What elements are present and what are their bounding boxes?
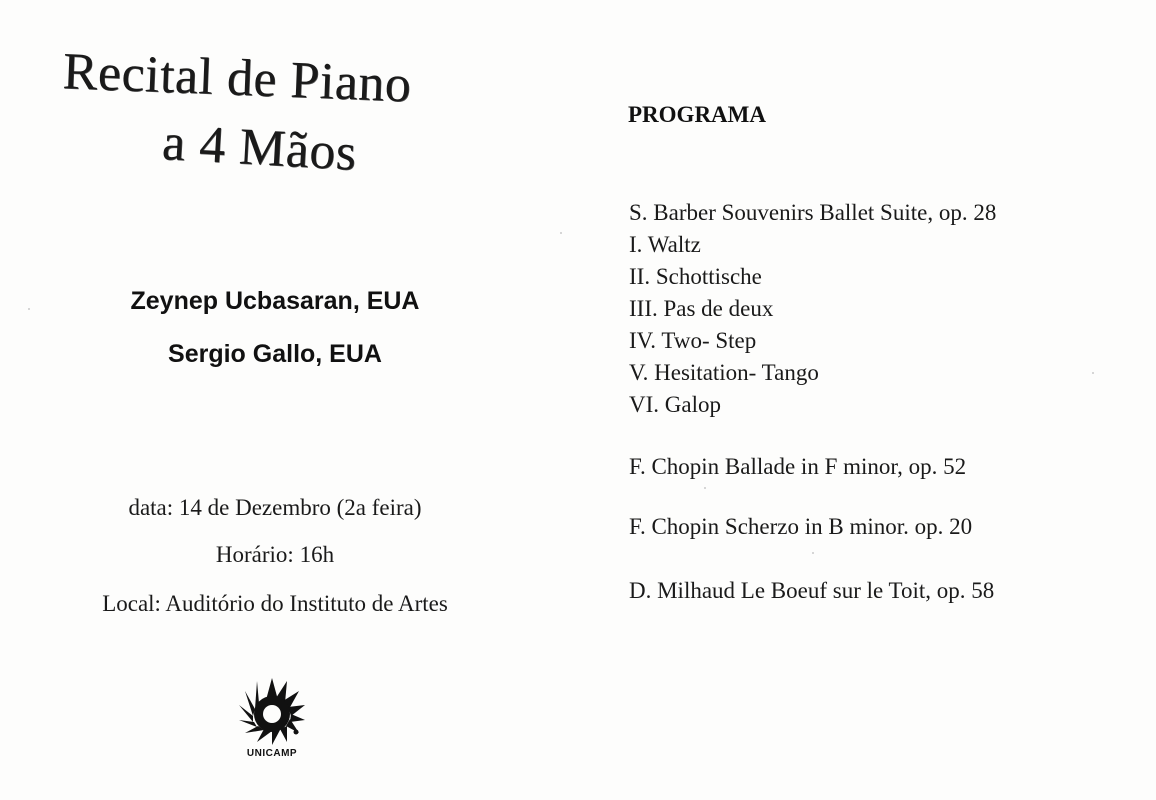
performer-name: Zeynep Ucbasaran, EUA [130,287,420,315]
event-date: data: 14 de Dezembro (2a feira) [128,495,422,520]
piece-title: S. Barber Souvenirs Ballet Suite, op. 28 [629,200,997,225]
event-time: Horário: 16h [215,542,335,567]
programa-heading: PROGRAMA [628,102,766,127]
movement: I. Waltz [629,232,701,257]
piece-title: D. Milhaud Le Boeuf sur le Toit, op. 58 [629,578,995,603]
movement: IV. Two- Step [629,328,757,353]
paper-speck [1092,372,1094,374]
program-piece [629,197,996,421]
piece-title: F. Chopin Ballade in F minor, op. 52 [629,454,967,479]
unicamp-logo [232,676,312,766]
unicamp-logo-icon [232,676,312,748]
recital-title-line-2: a 4 Mãos [160,113,359,182]
paper-speck [812,552,814,554]
movement: V. Hesitation- Tango [629,360,819,385]
program-piece [629,451,966,483]
program-piece [629,575,994,607]
movement: VI. Galop [629,392,721,417]
movement: III. Pas de deux [629,296,774,321]
performer-name: Sergio Gallo, EUA [168,340,382,368]
piece-title: F. Chopin Scherzo in B minor. op. 20 [629,514,973,539]
recital-title-line-1: Recital de Piano [61,42,413,114]
movement: II. Schottische [629,264,762,289]
paper-speck [560,232,562,234]
unicamp-logo-text: UNICAMP [246,748,298,759]
paper-speck [704,487,706,489]
event-place: Local: Auditório do Instituto de Artes [102,591,448,616]
program-piece [629,511,972,543]
